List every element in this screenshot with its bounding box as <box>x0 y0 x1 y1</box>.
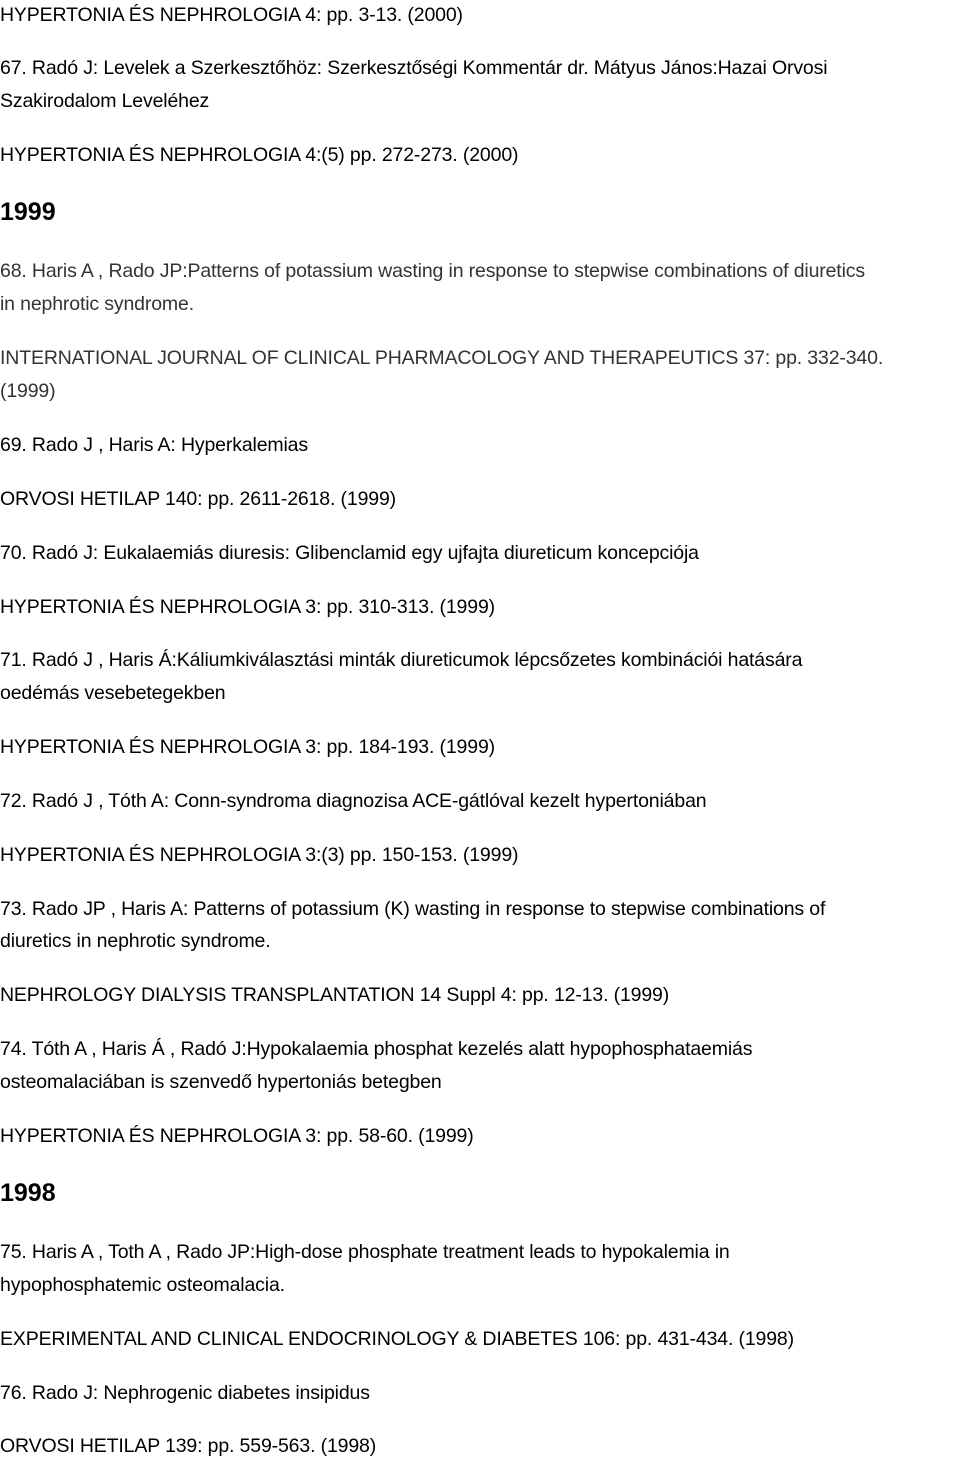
citation-title-line: diuretics in nephrotic syndrome. <box>0 930 271 952</box>
citation-title-line: 75. Haris A , Toth A , Rado JP:High-dose phosphate treatment leads to hypokalemia in <box>0 1241 730 1263</box>
year-heading: 1998 <box>0 1179 56 1207</box>
citation-journal-line: INTERNATIONAL JOURNAL OF CLINICAL PHARMACOLOGY AND THERAPEUTICS 37: pp. 332-340. <box>0 347 884 369</box>
citation-journal-line: HYPERTONIA ÉS NEPHROLOGIA 3:(3) pp. 150-153. (1999) <box>0 844 519 866</box>
citation-title-line: 72. Radó J , Tóth A: Conn-syndroma diagnozisa ACE-gátlóval kezelt hypertoniában <box>0 790 707 812</box>
citation-title-line: 69. Rado J , Haris A: Hyperkalemias <box>0 434 308 456</box>
citation-journal-line: ORVOSI HETILAP 140: pp. 2611-2618. (1999) <box>0 488 397 510</box>
citation-journal-line: HYPERTONIA ÉS NEPHROLOGIA 4:(5) pp. 272-273. (2000) <box>0 144 519 166</box>
citation-title-line: 67. Radó J: Levelek a Szerkesztőhöz: Szerkesztőségi Kommentár dr. Mátyus János:Hazai Orvosi <box>0 57 828 79</box>
citation-journal-line: EXPERIMENTAL AND CLINICAL ENDOCRINOLOGY & DIABETES 106: pp. 431-434. (1998) <box>0 1328 794 1350</box>
citation-journal-line: HYPERTONIA ÉS NEPHROLOGIA 3: pp. 58-60. (1999) <box>0 1125 474 1147</box>
citation-title-line: 71. Radó J , Haris Á:Káliumkiválasztási minták diureticumok lépcsőzetes kombinációi hatására <box>0 649 803 671</box>
citation-title-line: 73. Rado JP , Haris A: Patterns of potassium (K) wasting in response to stepwise combinations of <box>0 898 826 920</box>
citation-title-line: 70. Radó J: Eukalaemiás diuresis: Glibenclamid egy ujfajta diureticum koncepciója <box>0 542 699 564</box>
citation-title-line: 68. Haris A , Rado JP:Patterns of potassium wasting in response to stepwise combinations of diuretics <box>0 260 865 282</box>
citation-title-line: osteomalaciában is szenvedő hypertoniás betegben <box>0 1071 442 1093</box>
citation-title-line: hypophosphatemic osteomalacia. <box>0 1274 285 1296</box>
citation-journal-line: HYPERTONIA ÉS NEPHROLOGIA 3: pp. 184-193. (1999) <box>0 736 495 758</box>
citation-title-line: 74. Tóth A , Haris Á , Radó J:Hypokalaemia phosphat kezelés alatt hypophosphataemiás <box>0 1038 753 1060</box>
citation-title-line: 76. Rado J: Nephrogenic diabetes insipidus <box>0 1382 370 1404</box>
citation-title-line: oedémás vesebetegekben <box>0 682 226 704</box>
citation-journal-line: NEPHROLOGY DIALYSIS TRANSPLANTATION 14 Suppl 4: pp. 12-13. (1999) <box>0 984 670 1006</box>
citation-title-line: in nephrotic syndrome. <box>0 293 194 315</box>
citation-journal-line: HYPERTONIA ÉS NEPHROLOGIA 4: pp. 3-13. (2000) <box>0 4 463 26</box>
citation-journal-line: HYPERTONIA ÉS NEPHROLOGIA 3: pp. 310-313. (1999) <box>0 596 495 618</box>
citation-title-line: Szakirodalom Leveléhez <box>0 90 210 112</box>
citation-journal-line: (1999) <box>0 380 56 402</box>
citation-journal-line: ORVOSI HETILAP 139: pp. 559-563. (1998) <box>0 1435 377 1457</box>
year-heading: 1999 <box>0 198 56 226</box>
